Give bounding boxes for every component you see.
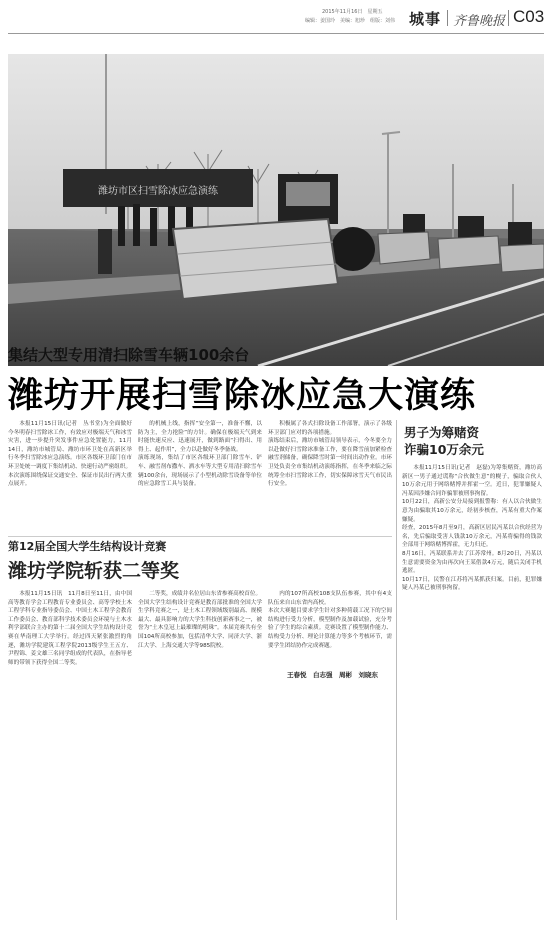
contest-col-1-text: 本报11月15日讯 11月8日至11日，由中国高等教育学会工程教育专业委员会、高等学校土木工程学科专业指导委员会、中国土木工程学会教育工作委员会、教育部科学技术委员会环境与土木水利学部联合主办的第十二届全国大学生结构设计竞赛在华南理工大学举行。经过四天紧张激烈的角逐，潍坊学院建筑工程学院2013级学生王五方、尹程锦、姜文雄三名同学组成的代表队，在指导老师的带领下获得全国二等奖。 <box>8 591 132 666</box>
newspaper-brand: 齐鲁晚报 <box>453 14 506 29</box>
contest-subhead: 第12届全国大学生结构设计竞赛 <box>8 540 167 553</box>
contest-col-3 <box>268 590 392 662</box>
scam-headline: 男子为筹赌资 诈骗10万余元 <box>404 425 484 457</box>
section-rule <box>8 536 392 537</box>
lead-photo <box>8 54 544 366</box>
lead-headline: 潍坊开展扫雪除冰应急大演练 <box>8 376 477 416</box>
lead-col-3-text: 积极属了各式扫除设备工作部署，演示了各级环卫部门应对的各项措施。 演练结束后，潍坊市城管局领导表示，今冬要全力以赴做好扫雪除冰准备工作，要在降雪前加紧检查融雪剂储备，确保降雪时第一时间出动作业。市环卫处负责全市集结机动演练指挥，在冬季来临之际统筹全市扫雪除冰工作，切实保障冰雪天气市民出行安全。 <box>268 421 392 488</box>
column-divider <box>396 420 397 920</box>
contest-col-3-text: 内的107所高校108支队伍参赛，其中有4支队伍来自山东省内高校。 本次大赛题目要求学生针对多种荷载工况下的空间结构进行受力分析，模型制作及加载试验，充分考验了学生的综合素质。竞赛设置了模型制作能力、结构受力分析、理论计算能力等多个考核环节，需要学生团结协作完成赛题。 <box>268 591 392 649</box>
lead-col-1-text: 本报11月15日讯(记者 丛书堂)为全面做好今冬明春扫雪除冰工作，有效应对极端天气和冰雪灾害，进一步提升突发事件应急处置能力，11月14日，潍坊市城管局、潍坊市环卫处在高新区举行冬季扫雪除冰应急演练。市区各级环卫部门在市环卫处统一调度下集结机动、快速行动严密组织。 本次演练围绕保证交通安全、保证市民出行两大重点展开。 <box>8 421 132 488</box>
lead-col-2-text: 的机械上线，指挥“安全第一，准备不懈，以防为主，全力抢险”的方针。确保在极端天气到来时能快速反应、迅速展开，做到路面“扫得出、用得上、起作用”，全力以赴做好冬季备战。 演练现场，集结了市区各级环卫部门除雪车、铲车、融雪剂布撒车、洒水车等大型专用清扫除雪车辆100余台，现场展示了小型机动除雪设备等单位的应急除雪工具与装备。 <box>138 421 262 488</box>
lead-col-3 <box>268 420 392 532</box>
issue-date: 2015年11月16日 星期五 <box>322 9 383 15</box>
masthead-divider-2 <box>508 10 509 26</box>
lead-col-1 <box>8 420 132 532</box>
scam-body <box>402 464 542 700</box>
contest-col-2 <box>138 590 262 690</box>
contest-authors: 王春悦 白志强 周彬 刘晓东 <box>287 671 378 679</box>
masthead-rule <box>8 33 544 34</box>
lead-subhead: 集结大型专用清扫除雪车辆100余台 <box>8 346 250 364</box>
masthead-divider <box>447 10 448 26</box>
lead-col-2 <box>138 420 262 532</box>
section-title: 城事 <box>409 10 442 28</box>
scam-body-text: 本报11月15日讯(记者 赵磊)为筹集赌资，潍坊高新区一男子通过谎称“合伙做生意”的幌子，骗取合伙人10万余元用于网络赌博并挥霍一空。近日，犯罪嫌疑人冯某因涉嫌合同诈骗罪被刑事拘留。 10月22日，高新公安分局接到报警称：有人以合伙做生意为由骗取其10万余元，经初步核查，冯某有重大作案嫌疑。 经查，2015年8月至9月，高新区居民冯某以合伙经营为名，先后骗取受害人钱款10万余元，冯某将骗得的钱款全部用于网络赌博挥霍，无力归还。 8月16日，冯某联系并去了江苏常州。8月20日，冯某以生意需要资金为由再次向王某借款4万元，随后关闭手机逃匿。 10月17日，民警在江苏将冯某抓获归案。目前，犯罪嫌疑人冯某已被刑事拘留。 <box>402 465 542 592</box>
editor-credits: 编辑：姜国玲 美编：旭珍 组版：刘伟 <box>305 18 396 24</box>
banner-text: 潍坊市区扫雪除冰应急演练 <box>98 186 218 197</box>
contest-col-1 <box>8 590 132 690</box>
page-number: C03 <box>513 7 545 26</box>
contest-headline: 潍坊学院斩获二等奖 <box>8 560 180 582</box>
snow-plow-drill-photo <box>8 54 544 366</box>
contest-col-2-text: 二等奖，成绩并名位居山东省参赛高校首位。 全国大学生结构设计竞赛是教育部批准的全国大学生学科竞赛之一，是土木工程领域级别最高、规模最大、最具影响力的大学生科技创新赛事之一，被誉为“土木皇冠上最璀璨的明珠”。本届竞赛共有全国104所高校参加，包括清华大学、同济大学、浙江大学、上海交通大学等985院校。 <box>138 591 262 649</box>
